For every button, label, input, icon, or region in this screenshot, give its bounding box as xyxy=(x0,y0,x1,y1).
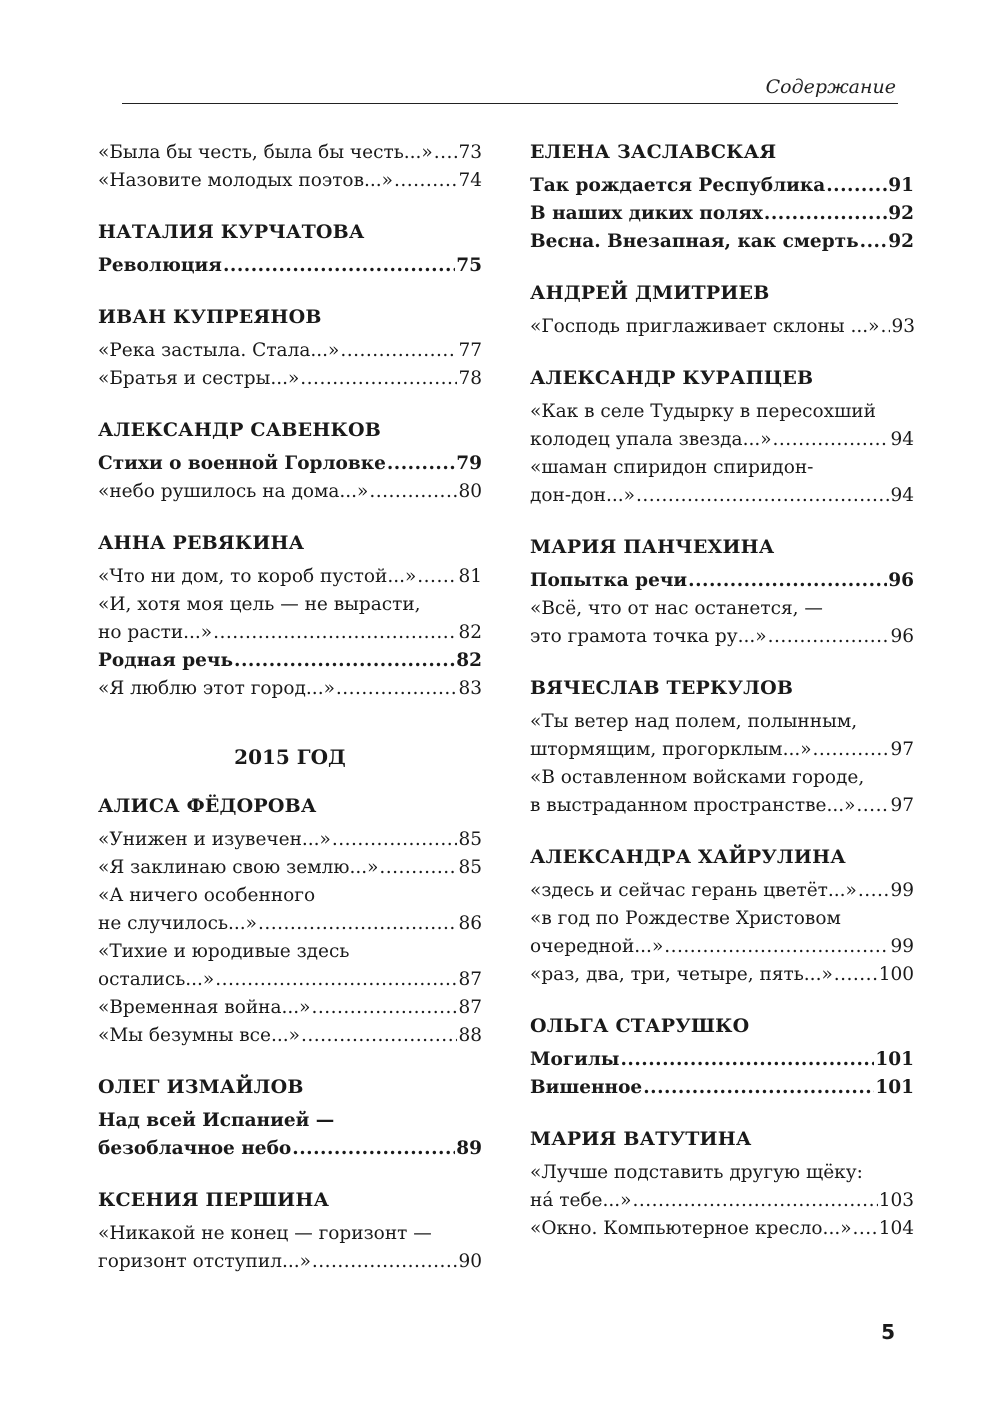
toc-entry-title: Родная речь xyxy=(98,650,234,671)
author-name: ИВАН КУПРЕЯНОВ xyxy=(98,306,322,328)
toc-entry[interactable] xyxy=(98,882,482,938)
author-name: МАРИЯ ВАТУТИНА xyxy=(530,1128,752,1150)
toc-entry-title: Так рождается Республика xyxy=(530,175,826,196)
toc-entry-leader-line xyxy=(98,619,482,647)
toc-entry-leader-line xyxy=(530,623,914,651)
toc-entry-leader-line xyxy=(98,167,482,195)
dot-leader xyxy=(215,966,457,994)
toc-entry-title: «Что ни дом, то короб пустой...» xyxy=(98,566,417,587)
toc-entry-title-line: «Как в селе Тудырку в пересохший xyxy=(530,401,876,422)
dot-leader xyxy=(880,313,890,341)
toc-entry-leader-line xyxy=(530,736,914,764)
toc-entry-title: Могилы xyxy=(530,1049,620,1070)
author-name: ОЛЕГ ИЗМАЙЛОВ xyxy=(98,1076,304,1098)
toc-entry-page: 86 xyxy=(458,913,482,934)
year-heading: 2015 ГОД xyxy=(234,745,346,769)
toc-entry-leader-line xyxy=(98,1248,482,1276)
toc-entry[interactable] xyxy=(530,1215,914,1243)
toc-entry-title: в выстраданном пространстве...» xyxy=(530,795,856,816)
toc-entry-title: «Я люблю этот город...» xyxy=(98,678,335,699)
toc-entry-page: 81 xyxy=(458,566,482,587)
toc-entry-page: 85 xyxy=(458,829,482,850)
toc-entry[interactable] xyxy=(98,1107,482,1163)
dot-leader xyxy=(301,1022,458,1050)
toc-entry-title: не случилось...» xyxy=(98,913,258,934)
toc-entry-page: 80 xyxy=(458,481,482,502)
toc-author-section xyxy=(98,530,482,703)
dot-leader xyxy=(223,252,455,280)
toc-entry-leader-line xyxy=(98,1135,482,1163)
toc-entry-leader-line xyxy=(98,1022,482,1050)
toc-entry-title: «Временная война...» xyxy=(98,997,311,1018)
toc-entry-title: Стихи о военной Горловке xyxy=(98,453,386,474)
dot-leader xyxy=(643,1074,874,1102)
dot-leader xyxy=(234,647,455,675)
toc-entry-page: 93 xyxy=(891,316,915,337)
toc-entry-title-line: «А ничего особенного xyxy=(98,885,316,906)
toc-entry-page: 97 xyxy=(890,739,914,760)
toc-entry-title: «Мы безумны все...» xyxy=(98,1025,300,1046)
running-header xyxy=(122,76,898,104)
toc-entry-page: 99 xyxy=(890,936,914,957)
toc-entry-leader-line xyxy=(530,1215,914,1243)
toc-entry-title: это грамота точка ру...» xyxy=(530,626,767,647)
toc-author-section xyxy=(530,675,914,820)
toc-entry[interactable] xyxy=(530,595,914,651)
dot-leader xyxy=(300,365,457,393)
toc-entry-title: безоблачное небо xyxy=(98,1138,292,1159)
toc-column-left xyxy=(98,139,482,1300)
toc-entry[interactable] xyxy=(530,708,914,764)
toc-column-right xyxy=(530,139,914,1267)
dot-leader xyxy=(768,623,890,651)
toc-entry-page: 101 xyxy=(875,1077,914,1098)
toc-entry-page: 73 xyxy=(458,142,482,163)
author-name: ВЯЧЕСЛАВ ТЕРКУЛОВ xyxy=(530,677,794,699)
toc-entry-leader-line xyxy=(530,172,914,200)
toc-entry[interactable] xyxy=(98,139,482,167)
toc-entry-page: 78 xyxy=(458,368,482,389)
toc-entry-title-line: «шаман спиридон спиридон- xyxy=(530,457,814,478)
toc-author-section xyxy=(530,534,914,651)
toc-entry-leader-line xyxy=(98,139,482,167)
toc-entry-page: 90 xyxy=(458,1251,482,1272)
toc-entry-title: «Назовите молодых поэтов...» xyxy=(98,170,393,191)
toc-entry-leader-line xyxy=(98,252,482,280)
toc-entry-title-line: «Всё, что от нас останется, — xyxy=(530,598,823,619)
toc-entry[interactable] xyxy=(530,398,914,454)
toc-entry-title: Вишенное xyxy=(530,1077,643,1098)
dot-leader xyxy=(853,1215,878,1243)
toc-entry[interactable] xyxy=(530,454,914,510)
toc-entry-title: горизонт отступил...» xyxy=(98,1251,311,1272)
toc-entry-page: 89 xyxy=(456,1138,482,1159)
author-name: МАРИЯ ПАНЧЕХИНА xyxy=(530,536,775,558)
toc-entry[interactable] xyxy=(530,172,914,200)
toc-entry-leader-line xyxy=(98,365,482,393)
toc-entry-title: дон-дон...» xyxy=(530,485,635,506)
toc-entry-page: 96 xyxy=(888,570,914,591)
toc-entry[interactable] xyxy=(98,563,482,591)
toc-entry-leader-line xyxy=(98,478,482,506)
toc-entry-page: 100 xyxy=(878,964,914,985)
toc-entry-leader-line xyxy=(530,933,914,961)
toc-entry-leader-line xyxy=(530,877,914,905)
toc-entry-leader-line xyxy=(530,1074,914,1102)
toc-entry-page: 83 xyxy=(458,678,482,699)
toc-entry[interactable] xyxy=(530,200,914,228)
dot-leader xyxy=(332,826,458,854)
toc-entry-title: «Я заклинаю свою землю...» xyxy=(98,857,379,878)
toc-entry-leader-line xyxy=(98,675,482,703)
dot-leader xyxy=(620,1046,874,1074)
author-name: АНДРЕЙ ДМИТРИЕВ xyxy=(530,282,770,304)
dot-leader xyxy=(387,450,455,478)
toc-entry-leader-line xyxy=(98,966,482,994)
dot-leader xyxy=(834,961,878,989)
toc-sections-right xyxy=(530,139,914,1243)
toc-entry-title: Весна. Внезапная, как смерть xyxy=(530,231,859,252)
dot-leader xyxy=(858,877,890,905)
author-name: АЛЕКСАНДР КУРАПЦЕВ xyxy=(530,367,814,389)
dot-leader xyxy=(826,172,887,200)
toc-entry[interactable] xyxy=(98,450,482,478)
toc-entry-page: 88 xyxy=(458,1025,482,1046)
toc-entry-title: «Река застыла. Стала...» xyxy=(98,340,340,361)
toc-entry-page: 101 xyxy=(875,1049,914,1070)
toc-entry-leader-line xyxy=(530,1187,914,1215)
toc-entry-leader-line xyxy=(530,482,914,510)
toc-entry-page: 74 xyxy=(458,170,482,191)
dot-leader xyxy=(312,1248,458,1276)
toc-entry-leader-line xyxy=(98,647,482,675)
toc-entry-leader-line xyxy=(98,826,482,854)
toc-entry[interactable] xyxy=(530,228,914,256)
toc-entry-title: «здесь и сейчас герань цветёт...» xyxy=(530,880,857,901)
toc-entry[interactable] xyxy=(530,961,914,989)
toc-entry-title-line: «Ты ветер над полем, полынным, xyxy=(530,711,858,732)
toc-author-section xyxy=(98,417,482,506)
toc-entry[interactable] xyxy=(98,337,482,365)
toc-entry-leader-line xyxy=(98,337,482,365)
toc-entry-title-line: «Никакой не конец — горизонт — xyxy=(98,1223,432,1244)
dot-leader xyxy=(664,933,889,961)
toc-entry-title-line: «Лучше подставить другую щёку: xyxy=(530,1162,863,1183)
toc-entry-page: 75 xyxy=(456,255,482,276)
dot-leader xyxy=(434,139,458,167)
page-number: 5 xyxy=(881,1320,895,1344)
toc-entry-page: 87 xyxy=(458,969,482,990)
toc-entry-leader-line xyxy=(530,567,914,595)
toc-entry[interactable] xyxy=(98,675,482,703)
dot-leader xyxy=(632,1187,877,1215)
toc-entry[interactable] xyxy=(530,567,914,595)
toc-author-section xyxy=(530,1126,914,1243)
toc-entry-page: 85 xyxy=(458,857,482,878)
toc-entry-page: 87 xyxy=(458,997,482,1018)
toc-entry-leader-line xyxy=(98,994,482,1022)
dot-leader xyxy=(417,563,457,591)
toc-entry-title: «Была бы честь, была бы честь...» xyxy=(98,142,433,163)
toc-author-section xyxy=(98,1187,482,1276)
author-name: ОЛЬГА СТАРУШКО xyxy=(530,1015,750,1037)
toc-entry[interactable] xyxy=(530,877,914,905)
toc-entry-title: остались...» xyxy=(98,969,215,990)
toc-entry-page: 91 xyxy=(888,175,914,196)
toc-entry[interactable] xyxy=(98,1022,482,1050)
toc-entry-title: «Братья и сестры...» xyxy=(98,368,300,389)
toc-entry-title: «Окно. Компьютерное кресло...» xyxy=(530,1218,852,1239)
dot-leader xyxy=(636,482,890,510)
toc-entry-leader-line xyxy=(98,450,482,478)
toc-entry-title-line: Над всей Испанией — xyxy=(98,1110,335,1131)
toc-sections-a xyxy=(98,219,482,703)
toc-entry-title: колодец упала звезда...» xyxy=(530,429,772,450)
running-header-title: Содержание xyxy=(765,76,896,98)
author-name: КСЕНИЯ ПЕРШИНА xyxy=(98,1189,330,1211)
toc-entry[interactable] xyxy=(98,647,482,675)
toc-entry-title: Революция xyxy=(98,255,222,276)
author-name: НАТАЛИЯ КУРЧАТОВА xyxy=(98,221,365,243)
toc-entry-leader-line xyxy=(530,313,914,341)
dot-leader xyxy=(764,200,887,228)
toc-entry-title: «раз, два, три, четыре, пять...» xyxy=(530,964,833,985)
dot-leader xyxy=(340,337,457,365)
toc-entry-leader-line xyxy=(530,1046,914,1074)
toc-entry-page: 103 xyxy=(878,1190,914,1211)
toc-author-section xyxy=(530,365,914,510)
toc-entry[interactable] xyxy=(530,764,914,820)
dot-leader xyxy=(369,478,457,506)
author-name: АЛЕКСАНДРА ХАЙРУЛИНА xyxy=(530,846,846,868)
toc-entry-page: 97 xyxy=(890,795,914,816)
toc-continuation xyxy=(98,139,482,195)
author-name: АЛИСА ФЁДОРОВА xyxy=(98,795,317,817)
toc-entry[interactable] xyxy=(98,252,482,280)
toc-entry[interactable] xyxy=(530,1074,914,1102)
author-name: АЛЕКСАНДР САВЕНКОВ xyxy=(98,419,381,441)
dot-leader xyxy=(292,1135,455,1163)
toc-entry-leader-line xyxy=(530,961,914,989)
toc-entry-title: Попытка речи xyxy=(530,570,688,591)
toc-entry-title: «Унижен и изувечен...» xyxy=(98,829,331,850)
toc-entry[interactable] xyxy=(98,1220,482,1276)
toc-entry[interactable] xyxy=(98,478,482,506)
dot-leader xyxy=(773,426,890,454)
dot-leader xyxy=(379,854,457,882)
toc-entry[interactable] xyxy=(98,994,482,1022)
dot-leader xyxy=(688,567,887,595)
toc-author-section xyxy=(530,1013,914,1102)
dot-leader xyxy=(856,792,889,820)
dot-leader xyxy=(813,736,890,764)
toc-author-section xyxy=(98,793,482,1050)
dot-leader xyxy=(213,619,457,647)
toc-author-section xyxy=(98,219,482,280)
toc-entry[interactable] xyxy=(98,591,482,647)
toc-author-section xyxy=(530,280,914,341)
toc-entry-title: штормящим, прогорклым...» xyxy=(530,739,812,760)
toc-entry-page: 94 xyxy=(890,429,914,450)
toc-entry-leader-line xyxy=(530,792,914,820)
toc-sections-b xyxy=(98,793,482,1276)
author-name: ЕЛЕНА ЗАСЛАВСКАЯ xyxy=(530,141,777,163)
toc-entry-leader-line xyxy=(98,854,482,882)
toc-entry-page: 104 xyxy=(878,1218,914,1239)
toc-entry-title: очередной...» xyxy=(530,936,664,957)
toc-entry-leader-line xyxy=(530,228,914,256)
toc-entry-title-line: «Тихие и юродивые здесь xyxy=(98,941,350,962)
toc-entry[interactable] xyxy=(98,167,482,195)
toc-entry-title: но расти...» xyxy=(98,622,213,643)
toc-entry[interactable] xyxy=(98,826,482,854)
toc-entry-title-line: «И, хотя моя цель — не вырасти, xyxy=(98,594,421,615)
toc-entry-page: 94 xyxy=(890,485,914,506)
toc-entry[interactable] xyxy=(530,1046,914,1074)
toc-entry-title: В наших диких полях xyxy=(530,203,763,224)
toc-entry-page: 92 xyxy=(888,231,914,252)
dot-leader xyxy=(394,167,458,195)
toc-author-section xyxy=(98,1074,482,1163)
toc-entry[interactable] xyxy=(530,313,914,341)
toc-entry-page: 96 xyxy=(890,626,914,647)
toc-author-section xyxy=(530,139,914,256)
toc-author-section xyxy=(98,304,482,393)
toc-author-section xyxy=(530,844,914,989)
toc-entry-leader-line xyxy=(530,426,914,454)
toc-entry-page: 82 xyxy=(458,622,482,643)
toc-entry-page: 92 xyxy=(888,203,914,224)
toc-entry-title-line: «В оставленном войсками городе, xyxy=(530,767,865,788)
toc-entry-title: «Господь приглаживает склоны ...» xyxy=(530,316,880,337)
toc-entry[interactable] xyxy=(98,365,482,393)
dot-leader xyxy=(336,675,458,703)
toc-entry-page: 79 xyxy=(456,453,482,474)
toc-entry-page: 99 xyxy=(890,880,914,901)
dot-leader xyxy=(312,994,458,1022)
toc-entry[interactable] xyxy=(530,1159,914,1215)
toc-entry-leader-line xyxy=(98,563,482,591)
toc-entry-leader-line xyxy=(98,910,482,938)
dot-leader xyxy=(860,228,888,256)
toc-entry-leader-line xyxy=(530,200,914,228)
dot-leader xyxy=(258,910,457,938)
toc-entry-title-line: «в год по Рождестве Христовом xyxy=(530,908,841,929)
toc-entry[interactable] xyxy=(98,938,482,994)
toc-entry-title: «небо рушилось на дома...» xyxy=(98,481,369,502)
toc-entry[interactable] xyxy=(530,905,914,961)
toc-entry-page: 77 xyxy=(458,340,482,361)
toc-entry-page: 82 xyxy=(456,650,482,671)
author-name: АННА РЕВЯКИНА xyxy=(98,532,305,554)
toc-entry[interactable] xyxy=(98,854,482,882)
toc-entry-title: на́ тебе...» xyxy=(530,1190,632,1211)
